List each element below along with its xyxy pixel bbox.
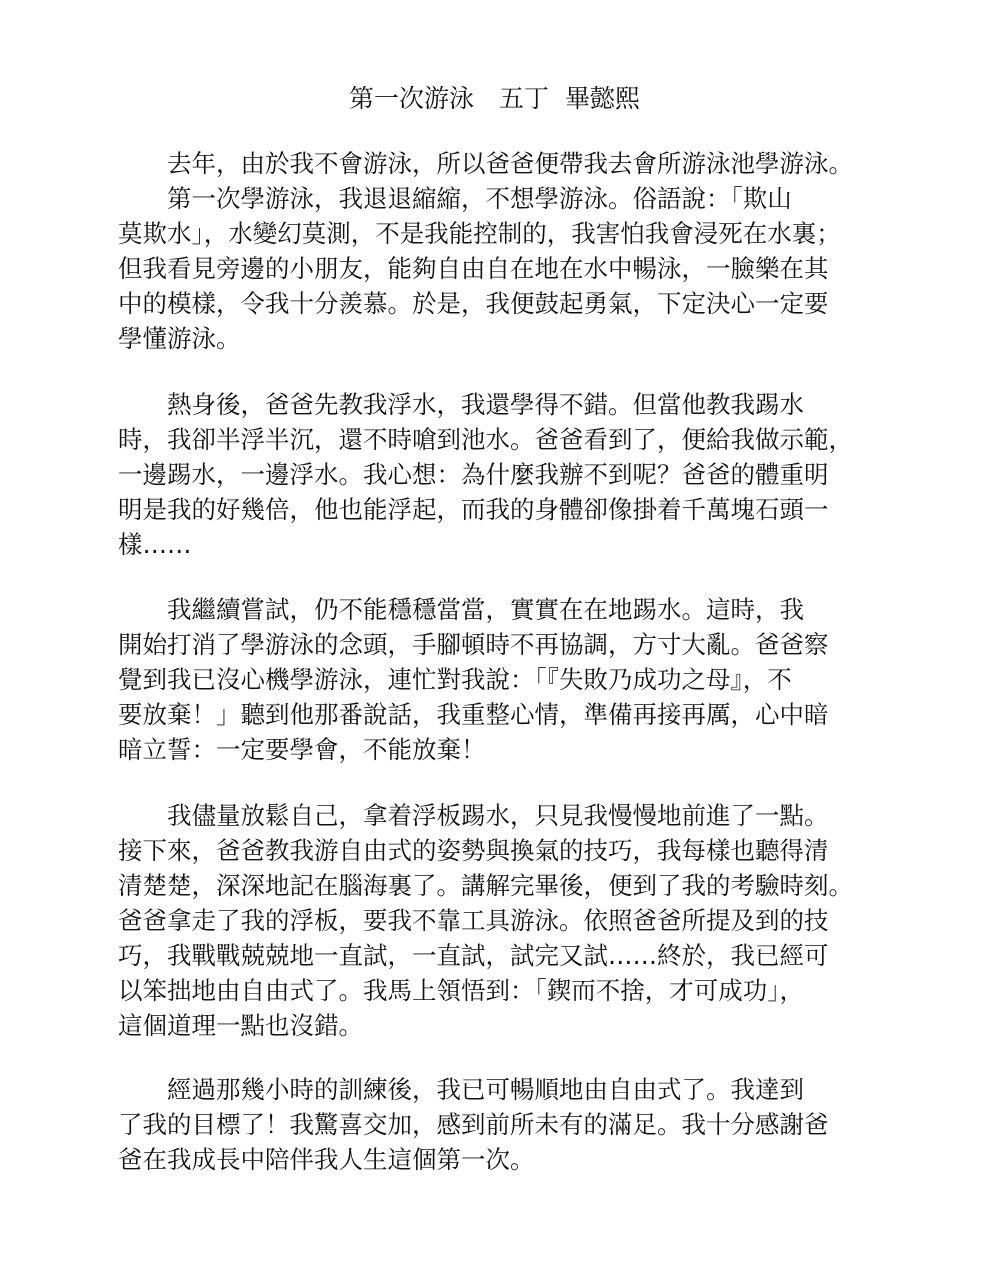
text-line: 開始打消了學游泳的念頭，手腳頓時不再協調，方寸大亂。爸爸察 (118, 630, 829, 659)
text-line: 爸爸拿走了我的浮板，要我不靠工具游泳。依照爸爸所提及到的技 (118, 906, 829, 935)
text-line: 暗立誓：一定要學會，不能放棄！ (118, 735, 486, 764)
text-line: 時，我卻半浮半沉，還不時嗆到池水。爸爸看到了，便給我做示範， (118, 425, 853, 454)
text-line: 一邊踢水，一邊浮水。我心想：為什麼我辦不到呢？爸爸的體重明 (118, 460, 829, 489)
text-line: 了我的目標了！我驚喜交加，感到前所未有的滿足。我十分感謝爸 (118, 1110, 829, 1139)
text-line: 樣…… (118, 530, 192, 559)
text-line: 熱身後，爸爸先教我浮水，我還學得不錯。但當他教我踢水 (118, 390, 804, 419)
text-line: 接下來，爸爸教我游自由式的姿勢與換氣的技巧，我每樣也聽得清 (118, 836, 829, 865)
text-line: 覺到我已沒心機學游泳，連忙對我說：「『失敗乃成功之母』，不 (118, 665, 792, 694)
text-line: 爸在我成長中陪伴我人生這個第一次。 (118, 1145, 535, 1174)
text-line: 我儘量放鬆自己，拿着浮板踢水，只見我慢慢地前進了一點。 (118, 801, 829, 830)
essay-title: 第一次游泳 五丁 畢懿熙 (349, 84, 640, 113)
text-line: 去年，由於我不會游泳，所以爸爸便帶我去會所游泳池學游泳。 (118, 149, 853, 178)
text-line: 清楚楚，深深地記在腦海裏了。講解完畢後，便到了我的考驗時刻。 (118, 871, 853, 900)
text-line: 經過那幾小時的訓練後，我已可暢順地由自由式了。我達到 (118, 1075, 804, 1104)
text-line: 這個道理一點也沒錯。 (118, 1011, 363, 1040)
text-line: 中的模樣，令我十分羨慕。於是，我便鼓起勇氣，下定決心一定要 (118, 289, 829, 318)
text-line: 學懂游泳。 (118, 324, 241, 353)
text-line: 第一次學游泳，我退退縮縮，不想學游泳。俗語說：「欺山 (118, 184, 792, 213)
text-line: 以笨拙地由自由式了。我馬上領悟到：「鍥而不捨，才可成功」， (118, 976, 804, 1005)
text-line: 明是我的好幾倍，他也能浮起，而我的身體卻像掛着千萬塊石頭一 (118, 495, 829, 524)
text-line: 我繼續嘗試，仍不能穩穩當當，實實在在地踢水。這時，我 (118, 595, 804, 624)
text-line: 莫欺水」，水變幻莫測，不是我能控制的，我害怕我會浸死在水裏； (118, 219, 841, 248)
text-line: 但我看見旁邊的小朋友，能夠自由自在地在水中暢泳，一臉樂在其 (118, 254, 829, 283)
text-line: 要放棄！」聽到他那番說話，我重整心情，準備再接再厲，心中暗 (118, 700, 829, 729)
text-line: 巧，我戰戰兢兢地一直試，一直試，試完又試……終於，我已經可 (118, 941, 829, 970)
